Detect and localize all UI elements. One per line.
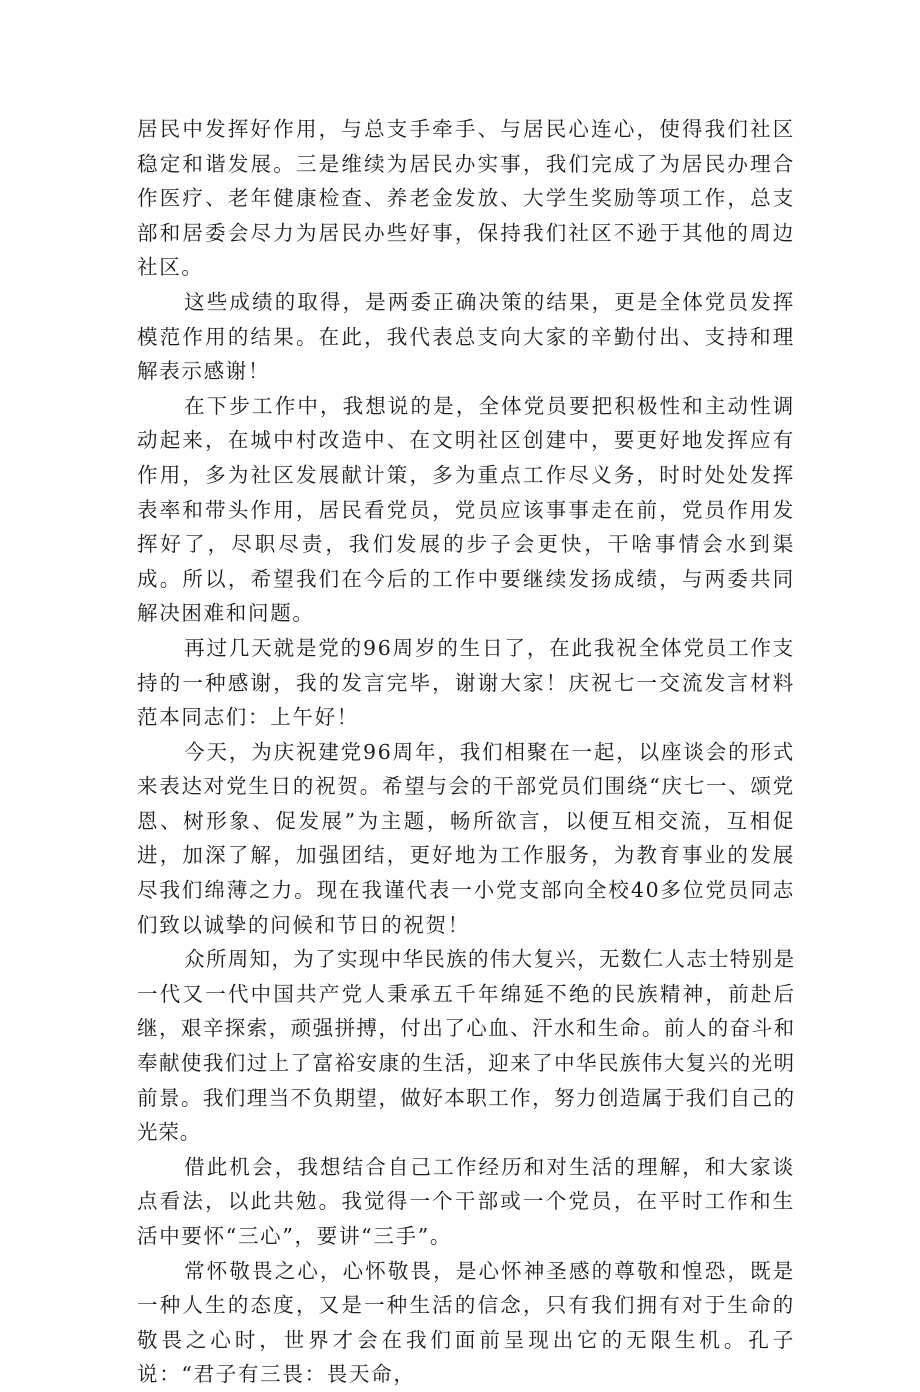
document-body [137, 112, 795, 1392]
paragraph: 今天，为庆祝建党96周年，我们相聚在一起，以座谈会的形式来表达对党生日的祝贺。希望与会的干部党员们围绕“庆七一、颂党恩、树形象、促发展”为主题，畅所欲言，以便互相交流，互相促进，加深了解，加强团结，更好地为工作服务，为教育事业的发展尽我们绵薄之力。现在我谨代表一小党支部向全校40多位党员同志们致以诚挚的问候和节日的祝贺！ [137, 739, 795, 937]
paragraph: 借此机会，我想结合自己工作经历和对生活的理解，和大家谈点看法，以此共勉。我觉得一个干部或一个党员，在平时工作和生活中要怀“三心”，要讲“三手”。 [137, 1154, 795, 1248]
paragraph: 在下步工作中，我想说的是，全体党员要把积极性和主动性调动起来，在城中村改造中、在文明社区创建中，要更好地发挥应有作用，多为社区发展献计策，多为重点工作尽义务，时时处处发挥表率和带头作用，居民看党员，党员应该事事走在前，党员作用发挥好了，尽职尽责，我们发展的步子会更快，干啥事情会水到渠成。所以，希望我们在今后的工作中要继续发扬成绩，与两委共同解决困难和问题。 [137, 393, 795, 626]
paragraph: 居民中发挥好作用，与总支手牵手、与居民心连心，使得我们社区稳定和谐发展。三是维续为居民办实事，我们完成了为居民办理合作医疗、老年健康检查、养老金发放、大学生奖励等项工作，总支部和居委会尽力为居民办些好事，保持我们社区不逊于其他的周边社区。 [137, 117, 795, 280]
paragraph: 众所周知，为了实现中华民族的伟大复兴，无数仁人志士特别是一代又一代中国共产党人秉承五千年绵延不绝的民族精神，前赴后继，艰辛探索，顽强拼搏，付出了心血、汗水和生命。前人的奋斗和奉献使我们过上了富裕安康的生活，迎来了中华民族伟大复兴的光明前景。我们理当不负期望，做好本职工作，努力创造属于我们自己的光荣。 [137, 947, 795, 1145]
paragraph: 常怀敬畏之心，心怀敬畏，是心怀神圣感的尊敬和惶恐，既是一种人生的态度，又是一种生活的信念，只有我们拥有对于生命的敬畏之心时，世界才会在我们面前呈现出它的无限生机。孔子说：“君子有三畏：畏天命， [137, 1258, 795, 1387]
paragraph: 这些成绩的取得，是两委正确决策的结果，更是全体党员发挥模范作用的结果。在此，我代表总支向大家的辛勤付出、支持和理解表示感谢！ [137, 289, 795, 384]
paragraph: 再过几天就是党的96周岁的生日了，在此我祝全体党员工作支持的一种感谢，我的发言完毕，谢谢大家！庆祝七一交流发言材料范本同志们：上午好！ [137, 635, 795, 730]
